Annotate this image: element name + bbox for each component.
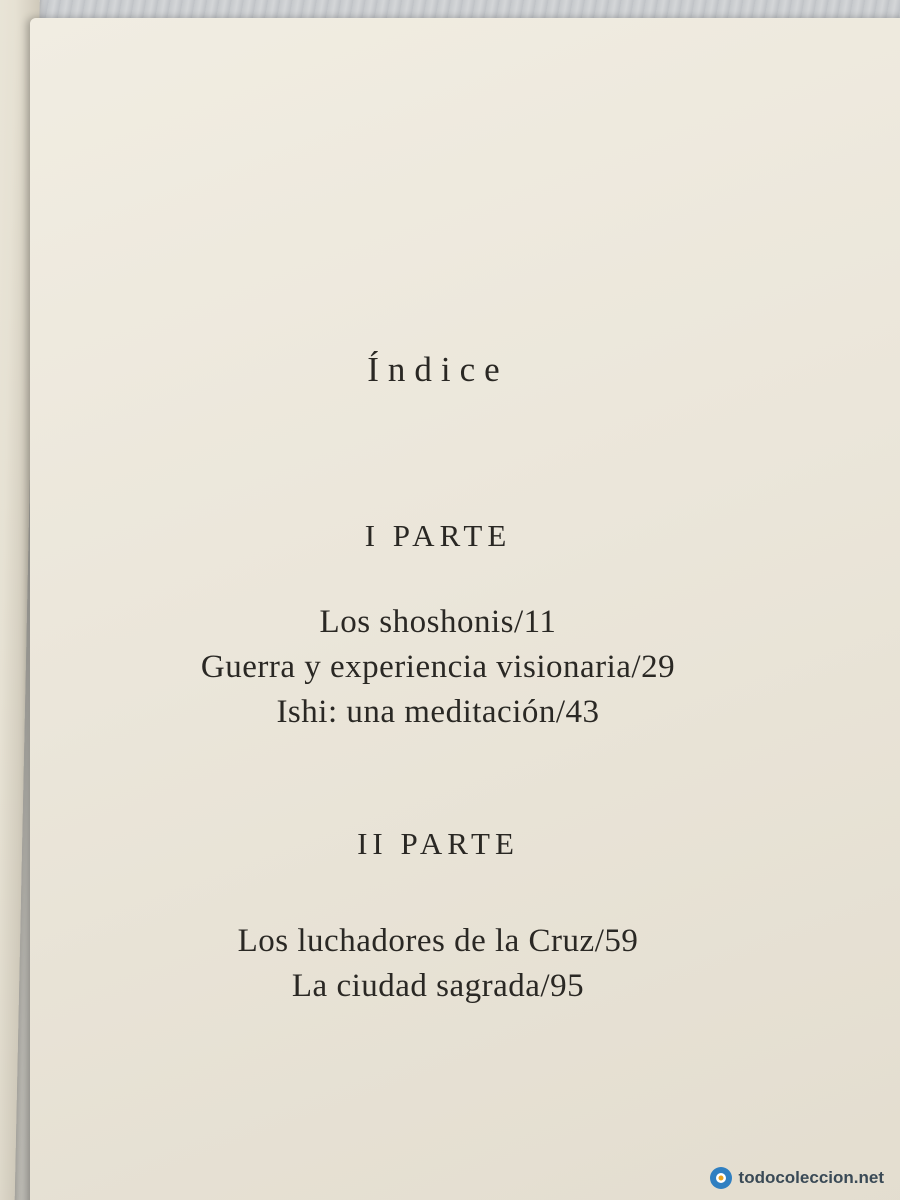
- toc-entry: Ishi: una meditación/43: [276, 694, 600, 730]
- page-content: [30, 18, 900, 1200]
- toc-entry: Los luchadores de la Cruz/59: [237, 923, 639, 959]
- part-two-title: II PARTE: [357, 826, 519, 861]
- part-two-entries: [30, 919, 846, 1009]
- toc-entry: Los shoshonis/11: [319, 604, 557, 640]
- part-one-entries: [30, 600, 846, 735]
- book-page: [30, 18, 900, 1200]
- part-one-title: I PARTE: [364, 518, 512, 553]
- watermark-text: todocoleccion.net: [738, 1168, 884, 1187]
- watermark: [709, 1166, 884, 1190]
- toc-entry: La ciudad sagrada/95: [291, 968, 585, 1004]
- index-heading: Índice: [367, 350, 509, 389]
- todocoleccion-logo-icon: [709, 1166, 733, 1190]
- toc-entry: Guerra y experiencia visionaria/29: [200, 649, 676, 685]
